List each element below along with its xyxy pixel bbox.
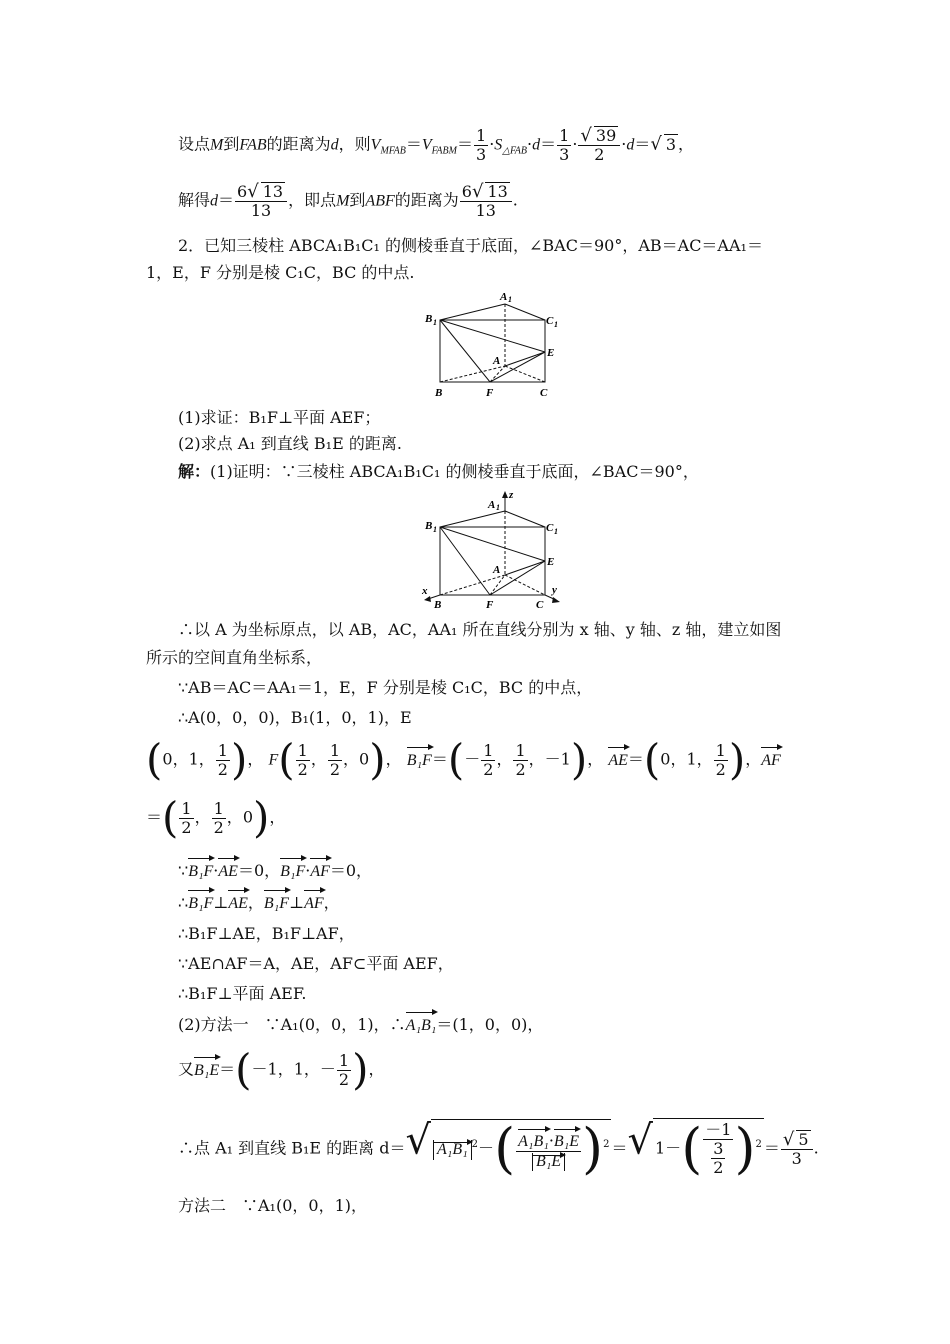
dot-product-line: ∵B₁F·AE＝0，B₁F·AF＝0， (178, 856, 372, 882)
solution-line-5: ∴A(0，0，0)，B₁(1，0，1)，E (178, 708, 412, 727)
svg-text:1: 1 (433, 525, 437, 534)
label-b1: B (425, 313, 433, 325)
perpendicular-vectors-line: ∴B₁F⊥AE，B₁F⊥AF， (178, 888, 340, 914)
vector-ae: AE (608, 745, 628, 771)
question-1: (1)求证：B₁F⊥平面 AEF； (178, 408, 381, 427)
vector-af: AF (761, 745, 781, 771)
solution-line-2: ∴以 A 为坐标原点，以 AB，AC，AA₁ 所在直线分别为 x 轴、y 轴、z 轴，建立如图 (178, 620, 782, 639)
solution-line-11: ∵AE∩AF＝A，AE，AF⊂平面 AEF， (178, 954, 454, 973)
axis-y-label: y (552, 584, 557, 596)
vector-b1f: B₁F (407, 745, 432, 771)
svg-text:1: 1 (554, 320, 558, 329)
text-line-2: 解得d＝ $\frac{6√ 13}{13}$ ，即点M到ABF的距离为 $\frac{6√ 13}{13}$ . (178, 181, 518, 220)
axis-x-label: x (422, 585, 428, 597)
label-e: E (547, 556, 555, 568)
label-f: F (486, 599, 494, 611)
fraction-6sqrt13: $\frac{6√ 13}{13}$ (235, 182, 287, 220)
solution-line-1: 解：(1)证明：∵三棱柱 ABCA₁B₁C₁ 的侧棱垂直于底面，∠BAC＝90°， (178, 462, 699, 481)
label-c1: C (546, 315, 554, 327)
distance-formula-line: ∴点 A₁ 到直线 B₁E 的距离 d＝√ A₁B₁ $^2$－( $\frac{\text{A₁B₁·B₁E}}{\text{B₁E}}$ )$^2$ ＝√ 1－( $\frac{-1}{\frac{3}{2}}$ )$^2$ ＝ $\frac{√ 5}{3}$ . (178, 1117, 819, 1180)
text-line-1: 设点M到FAB的距离为d，则$V_{MFAB}=V_{FABM}=$ $\frac{1}{3}$ $\cdot S_{\triangle FAB}\cdot d=$ $\frac{1}{3}$ · $\frac{√ 39}{2}$ ·d＝√ 3 ， (178, 125, 695, 164)
label-f: F (486, 387, 494, 399)
method-one-line: (2)方法一 ∵A₁(0，0，1)，∴A₁B₁＝(1，0，0)， (178, 1010, 543, 1036)
label-c1: C (546, 522, 554, 534)
svg-text:1: 1 (433, 318, 437, 327)
label-e: E (547, 347, 555, 359)
coordinates-line-2: ＝( $\frac{1}{2}$ ， $\frac{1}{2}$ ，0)， (146, 793, 286, 842)
label-c: C (540, 387, 548, 399)
svg-text:1: 1 (554, 527, 558, 536)
vector-b1e-line: 又B₁E＝(－1，1，－ $\frac{1}{2}$ )， (178, 1045, 385, 1094)
fraction: $\frac{1}{3}$ (559, 125, 570, 164)
svg-text:1: 1 (508, 295, 512, 304)
svg-text:1: 1 (496, 503, 500, 512)
fraction-sqrt39: $\frac{√ 39}{2}$ (578, 126, 620, 164)
problem-2-line-1: 2．已知三棱柱 ABCA₁B₁C₁ 的侧棱垂直于底面，∠BAC＝90°，AB＝AC＝AA₁＝ (178, 236, 763, 255)
label-c: C (536, 599, 544, 611)
method-two-line: 方法二 ∵A₁(0，0，1)， (178, 1196, 367, 1215)
solution-line-10: ∴B₁F⊥AE，B₁F⊥AF， (178, 924, 355, 943)
fraction-6sqrt13: $\frac{6√ 13}{13}$ (460, 182, 512, 220)
problem-2-line-2: 1，E，F 分别是棱 C₁C，BC 的中点. (146, 263, 415, 282)
label-b1: B (425, 520, 433, 532)
label-b: B (434, 599, 442, 611)
label-a: A (493, 355, 501, 367)
prism-figure-1 (420, 290, 565, 402)
label-a1: A (488, 499, 496, 511)
coordinates-line: (0，1， $\frac{1}{2}$ )， F( $\frac{1}{2}$ ， $\frac{1}{2}$ ，0)， B₁F＝(－ $\frac{1}{2}$ ， $\frac{1}{2}$ ，－1)， AE＝(0，1， $\frac{1}{2}$ )，AF (146, 735, 781, 784)
question-2: (2)求点 A₁ 到直线 B₁E 的距离. (178, 434, 402, 453)
axis-z-label: z (509, 489, 514, 501)
fraction: $\frac{1}{3}$ (476, 125, 487, 164)
label-a1: A (500, 291, 508, 303)
prism-figure-2-coordinates (420, 487, 570, 612)
solution-line-3: 所示的空间直角坐标系， (146, 648, 323, 667)
label-b: B (435, 387, 443, 399)
solution-line-12: ∴B₁F⊥平面 AEF. (178, 984, 307, 1003)
label-a: A (493, 564, 501, 576)
solution-line-4: ∵AB＝AC＝AA₁＝1，E，F 分别是棱 C₁C，BC 的中点， (178, 678, 593, 697)
